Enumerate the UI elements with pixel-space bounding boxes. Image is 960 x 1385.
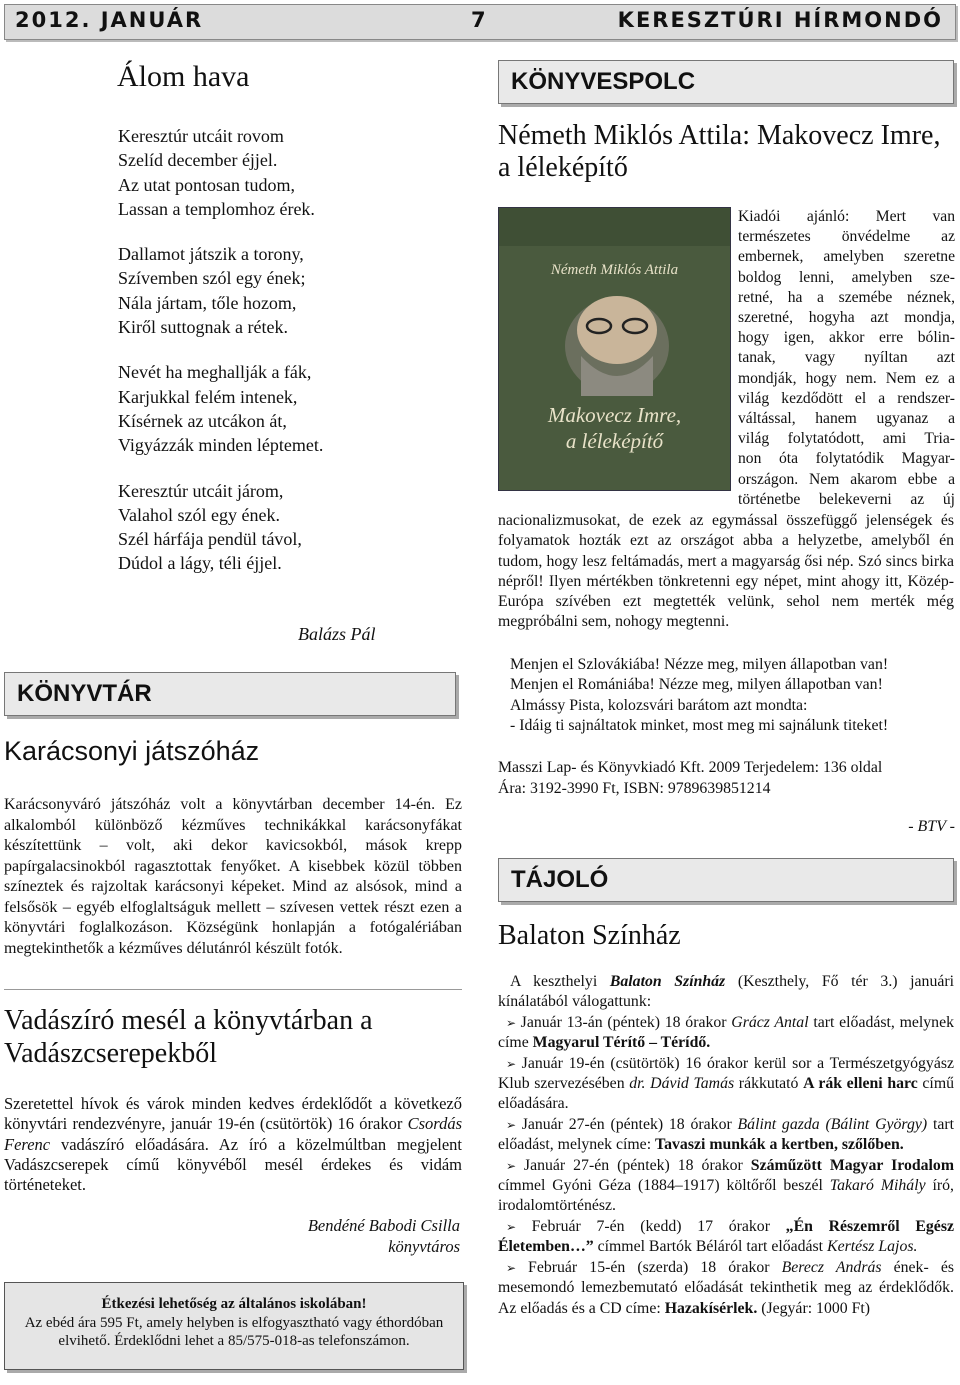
poem-line: Szél hárfája pendül távol, <box>118 529 302 550</box>
talk-title: Száműzött Magyar Irodalom <box>750 1156 954 1174</box>
text: Január 27-én (péntek) 18 órakor <box>523 1156 751 1174</box>
intro-line: világ folytatódott, ami Tria- <box>738 430 955 448</box>
section-konyvespolc: KÖNYVESPOLC <box>498 60 954 104</box>
poem-line: Szívemben szól egy ének; <box>118 268 306 289</box>
talk-title: Magyarul Térítő – Térídő. <box>532 1034 711 1052</box>
intro-line: történetbe belekeverni az új <box>738 490 955 508</box>
program-item <box>498 1217 954 1258</box>
vadasz-body-text: Szeretettel hívok és várok minden kedves érdeklődőt a következő könyvtári rendezvényre, január 19-én (csütörtök) 16 órakor <box>4 1094 462 1134</box>
poem-stanza <box>118 360 458 457</box>
konyvtar-title: Karácsonyi játszóház <box>4 736 260 766</box>
signature-name: Bendéné Babodi Csilla <box>307 1216 460 1235</box>
intro-line: országon. Nem akarom ebbe a <box>738 470 955 488</box>
text: rákkutató <box>734 1075 804 1093</box>
intro-line: boldog lenni, amelyben sze- <box>738 268 955 286</box>
quote-line: Almássy Pista, kolozsvári barátom azt mondta: <box>510 696 808 714</box>
poem-line: Kiről suttognak a rétek. <box>118 317 288 338</box>
poem-line: Keresztúr utcáit járom, <box>118 480 284 501</box>
intro-line: mondják, hogy nem. Nem ez a <box>738 369 955 387</box>
arrow-bullet-icon: ➢ <box>506 1015 521 1030</box>
book-publisher: Masszi Lap- és Könyvkiadó Kft. 2009 Terjedelem: 136 oldal <box>498 759 883 776</box>
arrow-bullet-icon: ➢ <box>506 1158 524 1173</box>
poem-line: Dallamot játszik a torony, <box>118 244 304 265</box>
text: című előadására. <box>498 1075 954 1113</box>
talk-title: Hazakísérlek. <box>664 1299 758 1317</box>
poem-line: Dúdol a lágy, téli éjjel. <box>118 553 282 574</box>
book-body: nacionalizmusokat, de ezek az egymással összefüggő jelenségek és folyamatok hozták ezt az országot abba a helyzetbe, amelyből én tudom, hogy lesz feltámadás, mert a magyarság ősi nép. Szó sincs birka népről! Ilyen mértékben tönkretenni egy népet, mint ahogy itt, Közép-Európa szívében ezt megtették velünk, sehol nem merték még megpróbálni sem, nohogy megtenni. <box>498 512 954 631</box>
poem-line: Lassan a templomhoz érek. <box>118 198 315 219</box>
vadasz-signature <box>200 1215 460 1257</box>
intro-line: non óta folytatódik Magyar- <box>738 450 955 468</box>
poem-author: Balázs Pál <box>298 624 376 644</box>
header-publication: KERESZTÚRI HÍRMONDÓ <box>617 8 943 32</box>
intro-line: szeretné, hogyha azt mondja, <box>738 309 955 327</box>
signature-role: könyvtáros <box>388 1237 460 1256</box>
book-price: Ára: 3192-3990 Ft, ISBN: 9789639851214 <box>498 779 771 797</box>
notice-headline: Étkezési lehetőség az általános iskolában! <box>101 1296 367 1312</box>
text: címmel Bartók Béláról tart előadást <box>593 1238 828 1256</box>
poem-line: Karjukkal felém intenek, <box>118 386 298 407</box>
program-item <box>498 1156 954 1217</box>
book-details <box>498 758 956 799</box>
cover-title-line: Makovecz Imre, <box>547 403 682 427</box>
quote-line: Menjen el Szlovákiába! Nézze meg, milyen állapotban van! <box>510 656 889 673</box>
program-item <box>498 1115 954 1156</box>
arrow-bullet-icon: ➢ <box>506 1117 522 1132</box>
poem-line: Az utat pontosan tudom, <box>118 174 295 195</box>
speaker: Bálint gazda (Bálint György) <box>737 1115 928 1133</box>
quote-line: Menjen el Romániába! Nézze meg, milyen állapotban van! <box>510 676 883 694</box>
talk-title: A rák elleni harc <box>803 1075 918 1093</box>
speaker: dr. Dávid Tamás <box>629 1075 735 1093</box>
poem-line: Szelíd december éjjel. <box>118 150 278 171</box>
text: Január 19-én (csütörtök) 16 órakor kerül sor a Természetgyógyász Klub szervezésében <box>498 1054 954 1093</box>
poem-line: Kísérnek az utcákon át, <box>118 410 287 431</box>
poem-stanza <box>118 242 458 339</box>
talk-title: „Én Részemről Egész Életemben…” <box>498 1217 954 1256</box>
cover-title <box>499 402 730 454</box>
intro-line: Kiadói ajánló: Mert van <box>738 208 955 225</box>
book-cover-image <box>498 207 731 491</box>
text: (Jegyár: 1000 Ft) <box>757 1299 871 1317</box>
intro-line: hogy igen, akkor erre bólin- <box>738 329 955 347</box>
page-header <box>4 4 956 40</box>
book-signature: - BTV - <box>908 818 955 835</box>
cover-author: Németh Miklós Attila <box>550 262 679 278</box>
speaker: Kertész Lajos. <box>827 1238 918 1256</box>
poem-stanza <box>118 124 458 221</box>
book-quotes <box>510 655 956 736</box>
intro-line: tanak, vagy nyíltan azt <box>738 349 955 367</box>
notice-text: Az ebéd ára 595 Ft, amely helyben is elfogyasztható vagy éthordóban elvihető. Érdeklődni lehet a 85/575-018-as telefonszámon. <box>24 1314 444 1349</box>
quote-line: - Idáig ti sajnáltatok minket, most meg mi sajnálunk titeket! <box>510 716 889 734</box>
program-item <box>498 1054 954 1115</box>
konyvtar-body: Karácsonyváró játszóház volt a könyvtárban december 14-én. Ez alkalomból különböző kézműves technikákkal karácsonyfákat készítettünk – volt, aki dekor kavicsokból, mások krepp papírgalacsinokból ragasztottak fenyőket. A kisebbek közül többen színeztek és rajzoltak karácsonyi képeket. Mind az alsósok, mind a felsősök – egyéb elfoglaltságuk mellett – szívesen vettek részt ezen a könyvtári foglalkozáson. Községünk honlapján a fotógalériában megtekinthetők a kézműves délutánról készült fotók. <box>4 796 462 957</box>
vadasz-body <box>4 1094 462 1195</box>
poem-line: Nála jártam, tőle hozom, <box>118 292 297 313</box>
program-item <box>498 1258 954 1319</box>
cover-title-line: a léleképítő <box>565 429 664 453</box>
poem-line: Valahol szól egy ének. <box>118 504 280 525</box>
intro-line: embernek, amelyben szeretne <box>738 248 955 266</box>
speaker: Takaró Mihály <box>829 1177 926 1195</box>
tajolo-title: Balaton Színház <box>498 920 681 951</box>
text: címmel Gyóni Géza (1884–1917) költőről beszél <box>498 1177 830 1195</box>
header-date: 2012. JANUÁR <box>15 8 204 32</box>
speaker: Berecz András <box>781 1258 882 1276</box>
poem-body <box>118 124 458 597</box>
text: ének- és mesemondó lemezbemutató előadását tekinthetik meg az érdeklődők. Az előadás és a CD címe: <box>498 1258 954 1317</box>
arrow-bullet-icon: ➢ <box>506 1219 532 1234</box>
text: (Keszthely, Fő tér 3.) januári kínálatából válogattunk: <box>498 973 955 1011</box>
lunch-notice <box>4 1282 464 1370</box>
poem-title: Álom hava <box>117 60 250 93</box>
poem-stanza <box>118 479 458 576</box>
talk-title: Tavaszi munkák a kertben, szőlőben. <box>655 1136 904 1154</box>
text: író, irodalomtörténész. <box>498 1177 954 1215</box>
cover-band <box>499 208 730 246</box>
book-intro <box>738 207 955 510</box>
tajolo-program <box>498 972 954 1319</box>
divider <box>4 989 462 990</box>
text: A keszthelyi <box>510 973 610 990</box>
intro-line: természetes önvédelme az <box>738 228 955 246</box>
text: Január 13-án (péntek) 18 órakor <box>520 1013 732 1031</box>
header-page-number: 7 <box>471 8 488 32</box>
poem-line: Nevét ha meghallják a fák, <box>118 362 312 383</box>
book-title: Németh Miklós Attila: Makovecz Imre, a léleképítő <box>498 120 941 183</box>
text: tart előadást, melynek címe: <box>498 1115 955 1154</box>
text: Február 15-én (szerda) 18 órakor <box>528 1258 782 1276</box>
poem-line: Keresztúr utcáit rovom <box>118 126 284 146</box>
arrow-bullet-icon: ➢ <box>506 1056 522 1071</box>
program-item <box>498 1013 954 1054</box>
poem-line: Vigyázzák minden léptemet. <box>118 435 324 456</box>
speaker: Grácz Antal <box>731 1013 809 1031</box>
tajolo-intro <box>498 972 954 1013</box>
portrait-illustration <box>537 286 697 396</box>
vadasz-speaker: Csordás Ferenc <box>4 1114 462 1154</box>
intro-line: váltással, hanem ugyanaz a <box>738 410 955 428</box>
intro-line: világ kezdődött el a rendszer- <box>738 389 955 407</box>
section-tajolo: TÁJOLÓ <box>498 858 954 902</box>
text: Február 7-én (kedd) 17 órakor <box>531 1217 786 1235</box>
arrow-bullet-icon: ➢ <box>506 1260 529 1275</box>
text: Január 27-én (péntek) 18 órakor <box>521 1115 738 1133</box>
intro-line: retné, ha a szemébe néznek, <box>738 288 955 306</box>
vadasz-body-text: vadászíró előadására. Az író a közelmúltban megjelent Vadászcserepek című könyvéből mesél érdekes és vidám történeteket. <box>4 1134 463 1195</box>
section-konyvtar: KÖNYVTÁR <box>4 672 456 716</box>
vadasz-title: Vadászíró mesél a könyvtárban a Vadászcserepekből <box>4 1005 373 1069</box>
venue-name: Balaton Színház <box>609 973 726 990</box>
text: tart előadást, melynek címe <box>498 1013 954 1052</box>
